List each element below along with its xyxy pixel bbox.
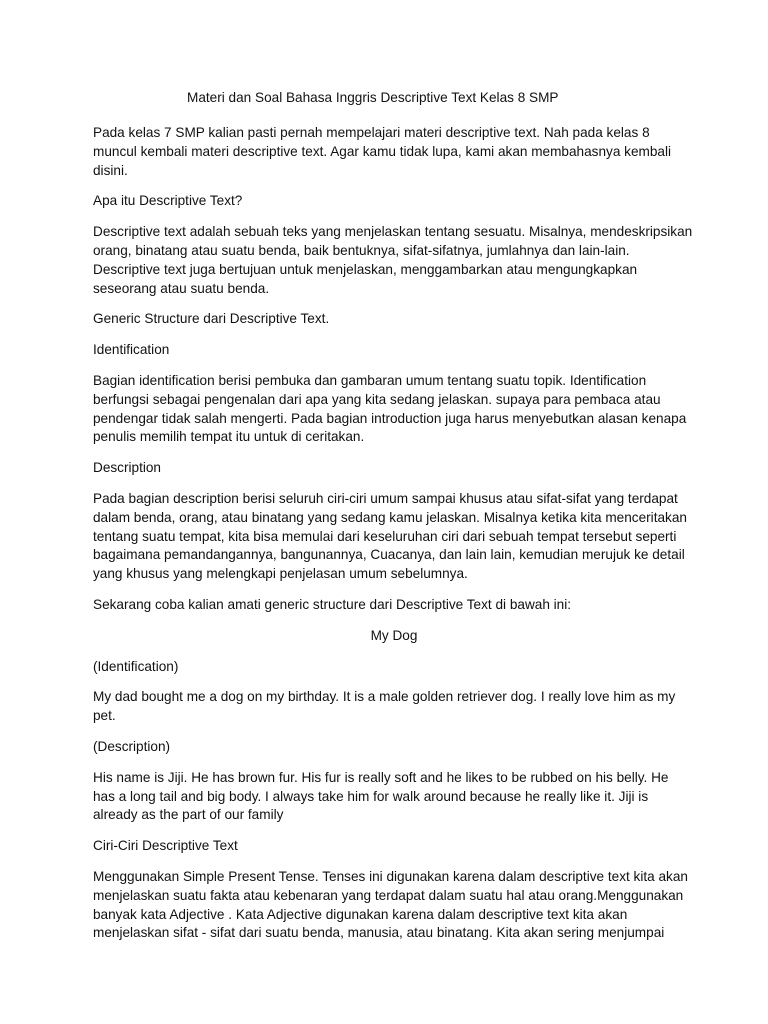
example-identification-text: My dad bought me a dog on my birthday. It is a male golden retriever dog. I really love him as my pet. <box>93 689 676 724</box>
section-heading-characteristics: Ciri-Ciri Descriptive Text <box>93 838 238 854</box>
example-description-text: His name is Jiji. He has brown fur. His fur is really soft and he likes to be rubbed on his belly. He has a long tail and big body. I always take him for walk around because he really like it. Jiji is already as the part of our family <box>93 769 669 823</box>
section-heading-generic-structure: Generic Structure dari Descriptive Text. <box>93 311 330 327</box>
document-body <box>93 88 693 955</box>
document-title: Materi dan Soal Bahasa Inggris Descriptive Text Kelas 8 SMP <box>187 90 559 105</box>
description-paragraph: Pada bagian description berisi seluruh ciri-ciri umum sampai khusus atau sifat-sifat yang terdapat dalam benda, orang, atau binatang yang sedang kamu jelaskan. Misalnya ketika kita menceritakan tentang suatu tempat, kita bisa memulai dari keseluruhan ciri dari sebuah tempat tersebut seperti bagaimana pemandangannya, bangunannya, Cuacanya, dan lain lain, kemudian merujuk ke detail yang khusus yang melengkapi penjelasan umum sebelumnya. <box>93 490 687 582</box>
section-heading-description: Description <box>93 460 161 476</box>
example-intro-paragraph: Sekarang coba kalian amati generic structure dari Descriptive Text di bawah ini: <box>93 596 572 612</box>
characteristics-paragraph: Menggunakan Simple Present Tense. Tenses ini digunakan karena dalam descriptive text kita akan menjelaskan suatu fakta atau kebenaran yang terdapat dalam suatu hal atau orang.Menggunakan banyak kata Adjective . Kata Adjective digunakan karena dalam descriptive text kita akan menjelaskan sifat - sifat dari suatu benda, manusia, atau binatang. Kita akan sering menjumpai <box>93 868 688 941</box>
intro-paragraph: Pada kelas 7 SMP kalian pasti pernah mempelajari materi descriptive text. Nah pada kelas 8 muncul kembali materi descriptive text. Agar kamu tidak lupa, kami akan membahasnya kembali disini. <box>93 125 671 178</box>
definition-paragraph: Descriptive text adalah sebuah teks yang menjelaskan tentang sesuatu. Misalnya, mendeskripsikan orang, binatang atau suatu benda, baik bentuknya, sifat-sifatnya, jumlahnya dan lain-lain. Descriptive text juga bertujuan untuk menjelaskan, menggambarkan atau mengungkapkan seseorang atau suatu benda. <box>93 224 693 296</box>
example-title: My Dog <box>370 627 418 643</box>
example-label-description: (Description) <box>93 738 171 754</box>
section-heading-identification: Identification <box>93 342 170 358</box>
section-heading-what-is: Apa itu Descriptive Text? <box>93 193 243 209</box>
identification-paragraph: Bagian identification berisi pembuka dan gambaran umum tentang suatu topik. Identification berfungsi sebagai pengenalan dari apa yang kita sedang jelaskan. supaya para pembaca atau pendengar tidak salah mengerti. Pada bagian introduction juga harus menyebutkan alasan kenapa penulis memilih tempat itu untuk di ceritakan. <box>93 372 687 445</box>
example-label-identification: (Identification) <box>93 658 179 674</box>
